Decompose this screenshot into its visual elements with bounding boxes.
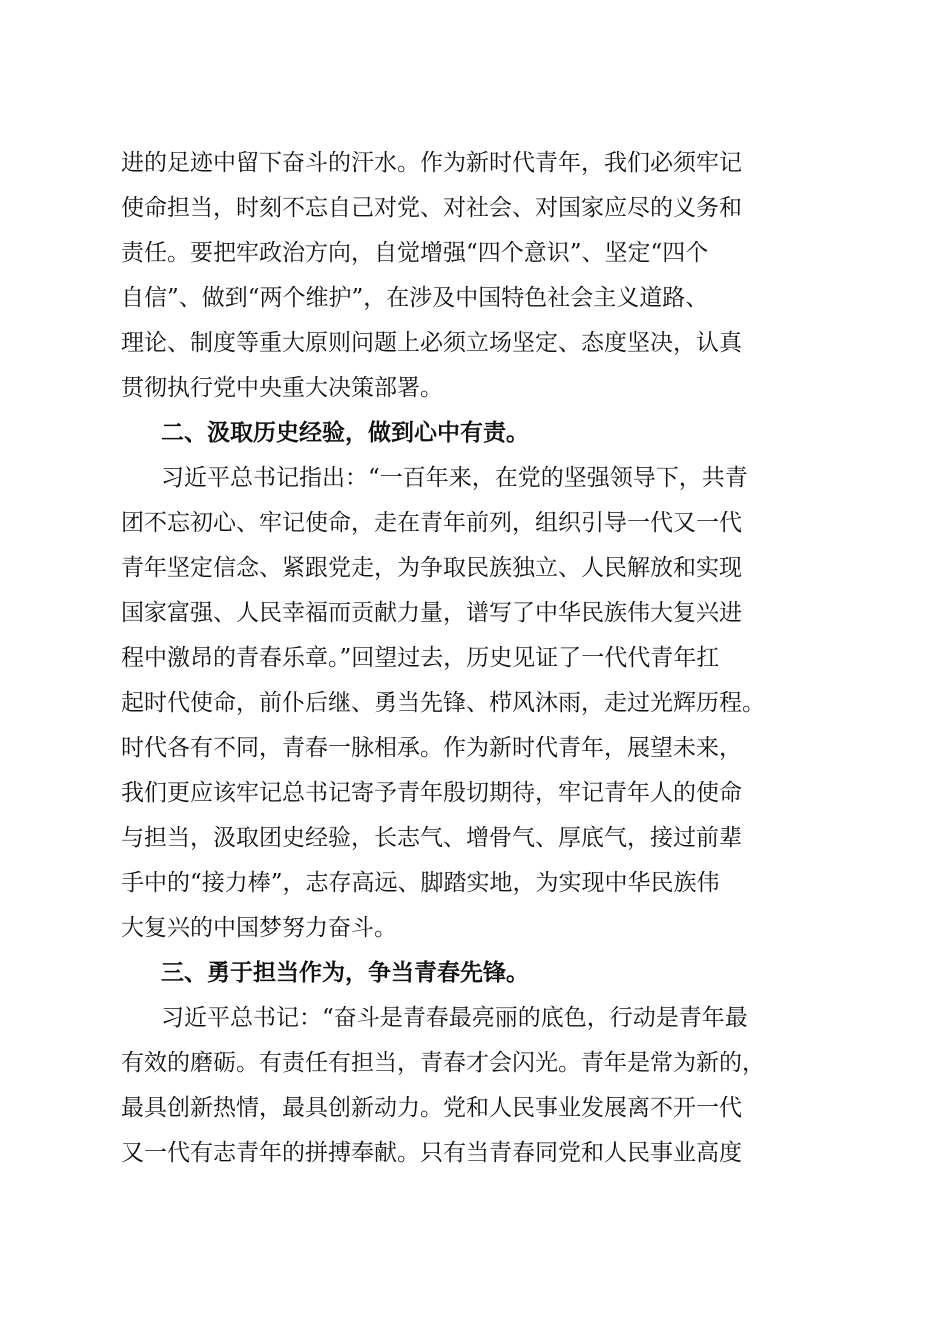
- paragraph-line: 国家富强、人民幸福而贡献力量，谱写了中华民族伟大复兴进: [121, 600, 742, 626]
- paragraph-line: 贯彻执行党中央重大决策部署。: [121, 375, 443, 401]
- paragraph-line: 时代各有不同，青春一脉相承。作为新时代青年，展望未来，: [121, 735, 742, 761]
- paragraph-line: 青年坚定信念、紧跟党走，为争取民族独立、人民解放和实现: [121, 555, 742, 581]
- paragraph-line: 使命担当，时刻不忘自己对党、对社会、对国家应尽的义务和: [121, 195, 742, 221]
- paragraph-line: 又一代有志青年的拼搏奉献。只有当青春同党和人民事业高度: [121, 1140, 742, 1166]
- section-heading-2: 二、汲取历史经验，做到心中有责。: [161, 420, 529, 446]
- section-heading-3: 三、勇于担当作为，争当青春先锋。: [161, 960, 529, 986]
- paragraph-line: 起时代使命，前仆后继、勇当先锋、栉风沐雨，走过光辉历程。: [121, 690, 765, 716]
- paragraph-line: 有效的磨砺。有责任有担当，青春才会闪光。青年是常为新的，: [121, 1050, 765, 1076]
- paragraph-line: 理论、制度等重大原则问题上必须立场坚定、态度坚决，认真: [121, 330, 742, 356]
- paragraph-line: 与担当，汲取团史经验，长志气、增骨气、厚底气，接过前辈: [121, 825, 742, 851]
- paragraph-line: 程中激昂的青春乐章。”回望过去，历史见证了一代代青年扛: [121, 645, 720, 671]
- paragraph-line: 手中的“接力棒”，志存高远、脚踏实地，为实现中华民族伟: [121, 870, 720, 896]
- paragraph-line: 大复兴的中国梦努力奋斗。: [121, 915, 397, 941]
- paragraph-line: 责任。要把牢政治方向，自觉增强“四个意识”、坚定“四个: [121, 240, 709, 266]
- paragraph-line: 习近平总书记：“奋斗是青春最亮丽的底色，行动是青年最: [161, 1005, 748, 1031]
- paragraph-line: 自信”、做到“两个维护”，在涉及中国特色社会主义道路、: [121, 285, 709, 311]
- paragraph-line: 进的足迹中留下奋斗的汗水。作为新时代青年，我们必须牢记: [121, 150, 742, 176]
- paragraph-line: 最具创新热情，最具创新动力。党和人民事业发展离不开一代: [121, 1095, 742, 1121]
- paragraph-line: 我们更应该牢记总书记寄予青年殷切期待，牢记青年人的使命: [121, 780, 742, 806]
- paragraph-line: 习近平总书记指出：“一百年来，在党的坚强领导下，共青: [161, 465, 748, 491]
- paragraph-line: 团不忘初心、牢记使命，走在青年前列，组织引导一代又一代: [121, 510, 742, 536]
